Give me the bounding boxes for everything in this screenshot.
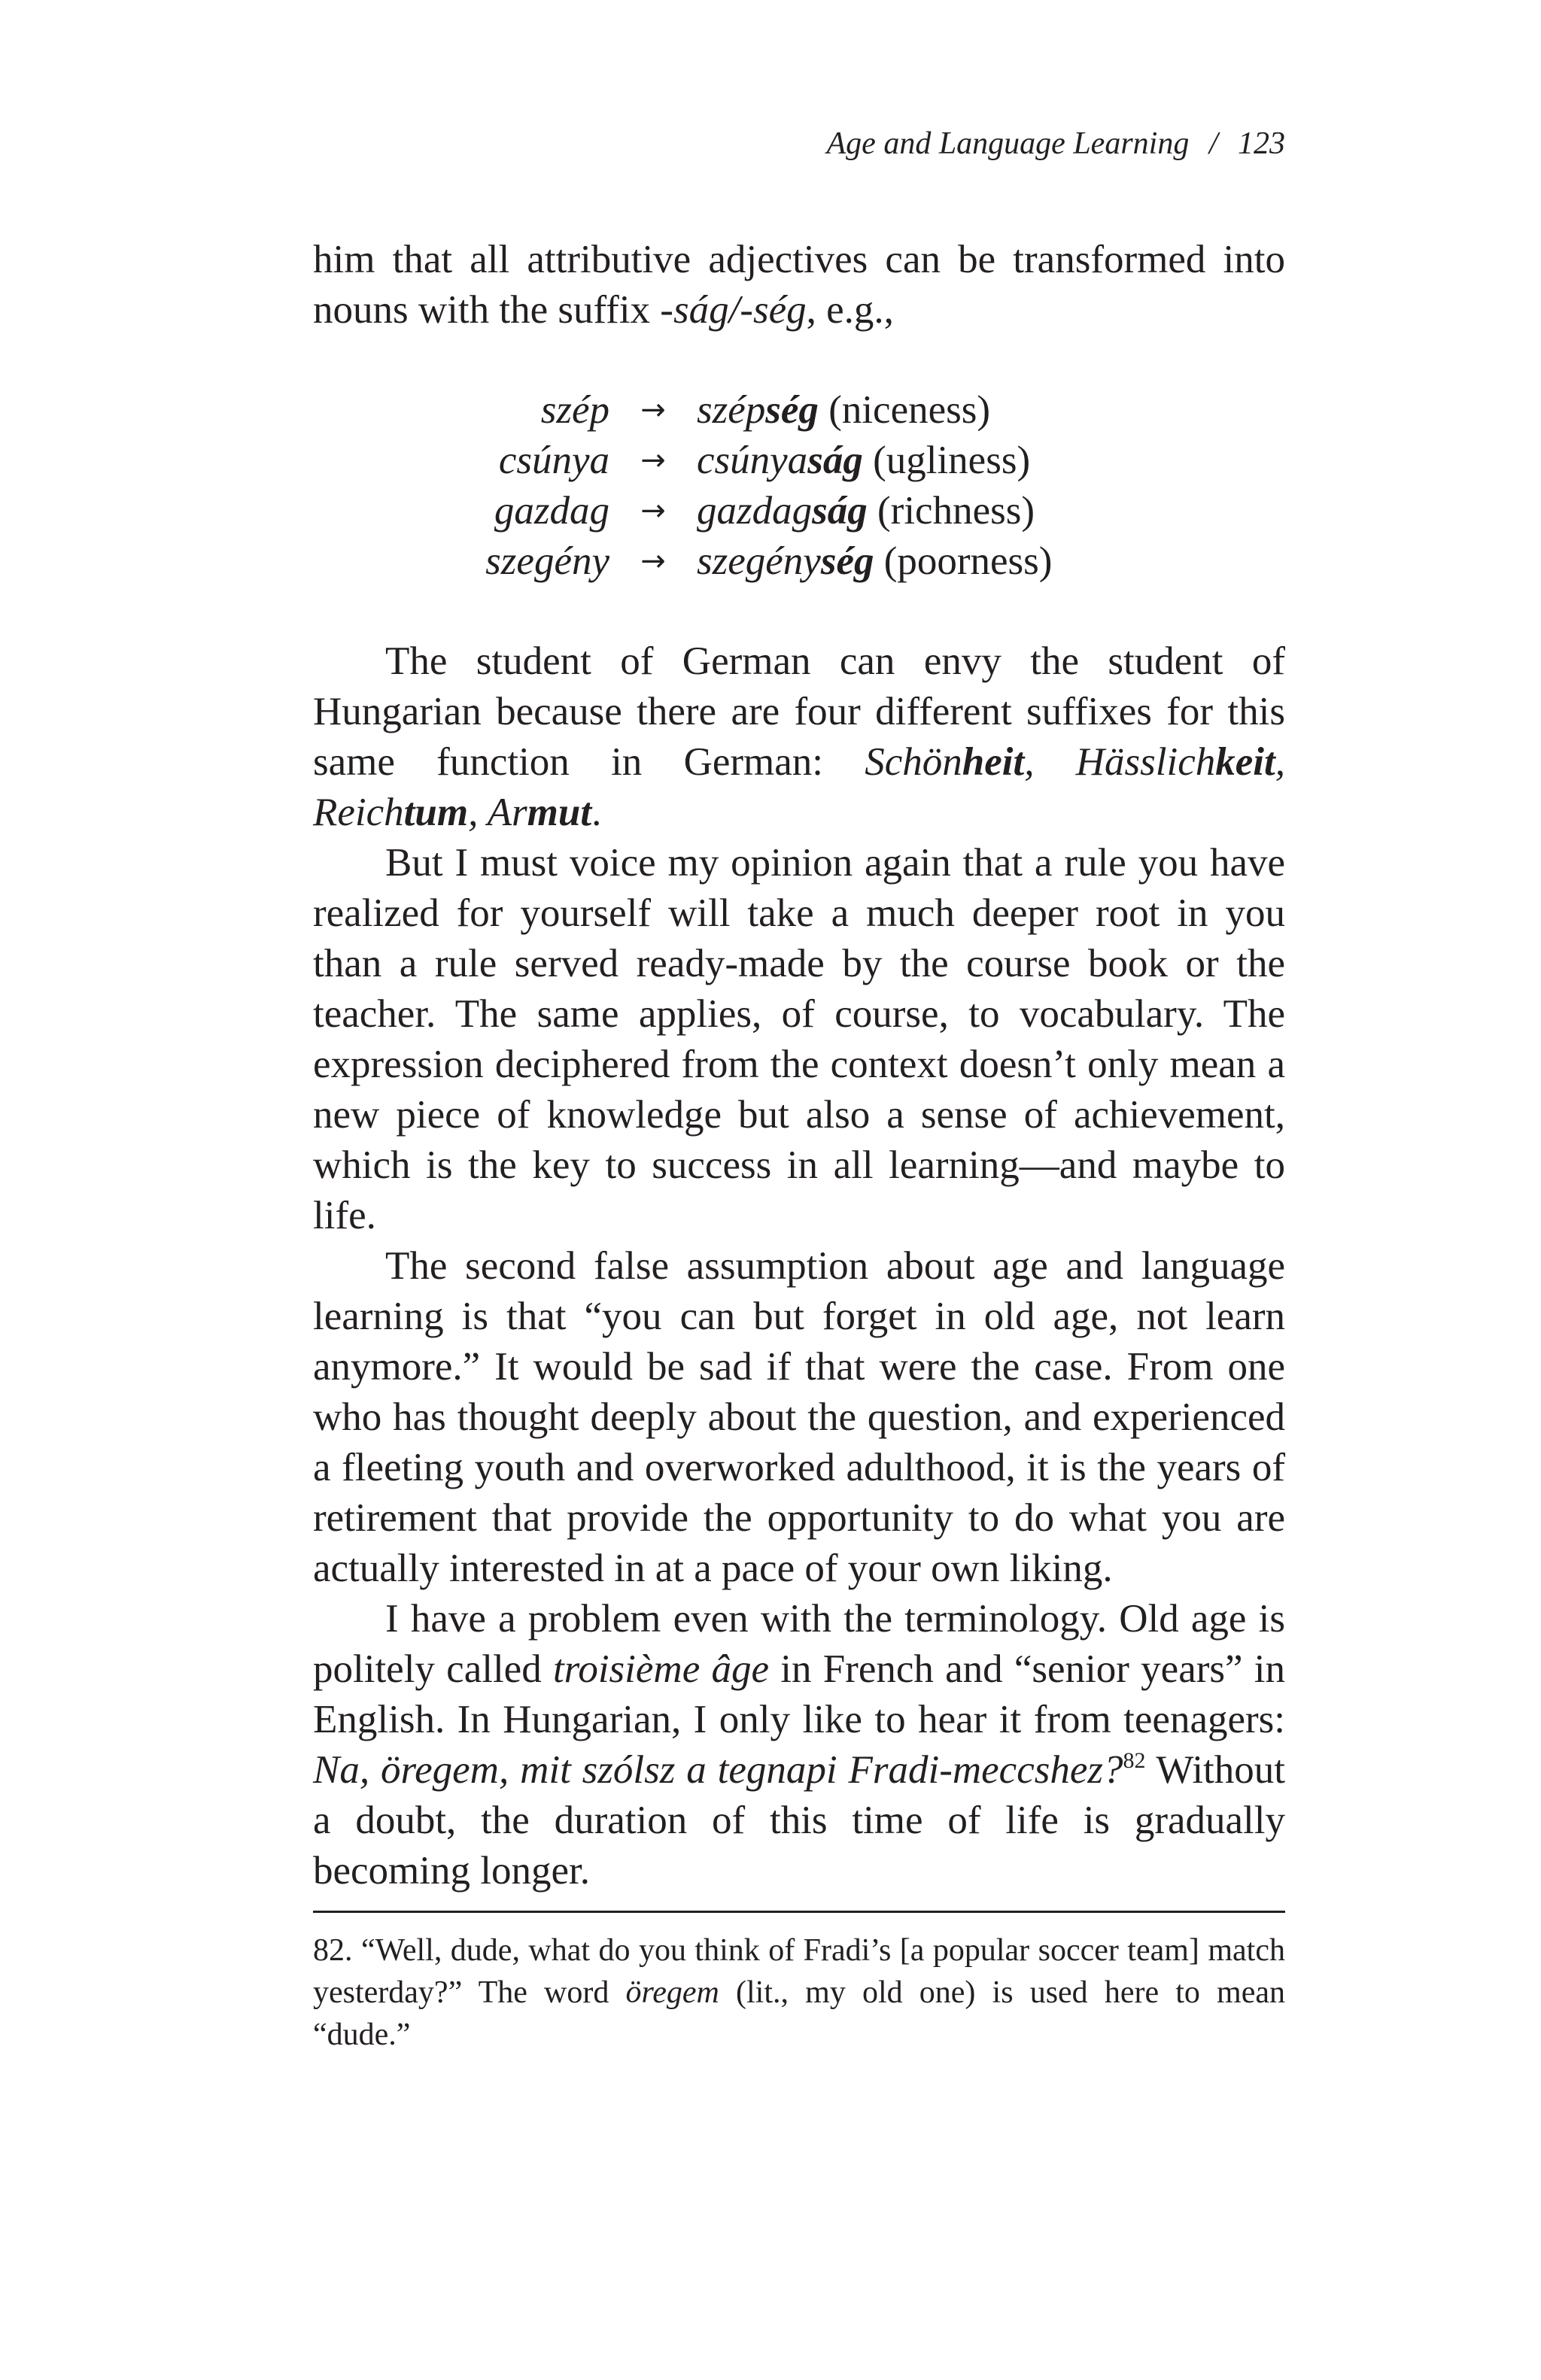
terminology-paragraph: I have a problem even with the terminology. Old age is politely called troisième âge in French and “senior years” in English. In Hungarian, I only like to hear it from teenagers: Na, öregem, mit szólsz a tegnapi Fradi-meccshez?$^{82}$ Without a doubt, the duration of this time of life is gradually becoming longer. — [313, 1597, 1286, 1893]
french-term: troisième âge — [552, 1647, 769, 1691]
example-result: csúnyaság (ugliness) — [697, 439, 1031, 482]
example-word: gazdag — [494, 489, 609, 533]
arrow-icon: → — [640, 443, 666, 478]
hungarian-quote: Na, öregem, mit szólsz a tegnapi Fradi-meccshez? — [313, 1748, 1123, 1792]
main-text — [313, 235, 1285, 1896]
assumption-paragraph: The second false assumption about age and language learning is that “you can but forget in old age, not learn anymore.” It would be sad if that were the case. From one who has thought deeply about the question, and experienced a fleeting youth and overworked adulthood, it is the years of retirement that provide the opportunity to do what you are actually interested in at a pace of your own liking. — [313, 1244, 1285, 1590]
arrow-icon: → — [640, 493, 666, 528]
example-result: szegénység (poorness) — [697, 539, 1053, 583]
page-number: 123 — [1238, 126, 1285, 161]
opinion-paragraph: But I must voice my opinion again that a rule you have realized for yourself will take a much deeper root in you than a rule served ready-made by the course book or the teacher. The same applies, of course, to vocabulary. The expression deciphered from the context doesn’t only mean a new piece of knowledge but also a sense of achievement, which is the key to success in all learning—and maybe to life. — [313, 841, 1285, 1237]
running-title: Age and Language Learning — [826, 126, 1190, 161]
example-result: gazdagság (richness) — [697, 489, 1035, 533]
arrow-icon: → — [640, 544, 666, 578]
example-word: szép — [540, 388, 609, 432]
arrow-icon: → — [640, 393, 666, 427]
suffix-term: -ság/-ség — [660, 288, 807, 332]
example-result: szépség (niceness) — [697, 388, 991, 432]
footnote-term: öregem — [625, 1975, 719, 2010]
footnote: 82. “Well, dude, what do you think of Fradi’s [a popular soccer team] match yesterday?” The word öregem (lit., my old one) is used here to mean “dude.” — [313, 1911, 1285, 2056]
example-word: szegény — [485, 539, 609, 583]
example-list — [313, 385, 1285, 587]
example-word: csúnya — [498, 439, 609, 482]
footnote-number: 82. — [313, 1933, 353, 1968]
footnote-reference: 82 — [1123, 1748, 1146, 1773]
german-paragraph: The student of German can envy the student of Hungarian because there are four different suffixes for this same function in German: Schönheit, Hässlichkeit, Reichtum, Armut. — [313, 639, 1286, 834]
running-header — [827, 128, 1285, 159]
header-separator: / — [1208, 126, 1218, 161]
intro-paragraph: him that all attributive adjectives can be transformed into nouns with the suffix -ság/-ség, e.g., — [313, 238, 1285, 332]
